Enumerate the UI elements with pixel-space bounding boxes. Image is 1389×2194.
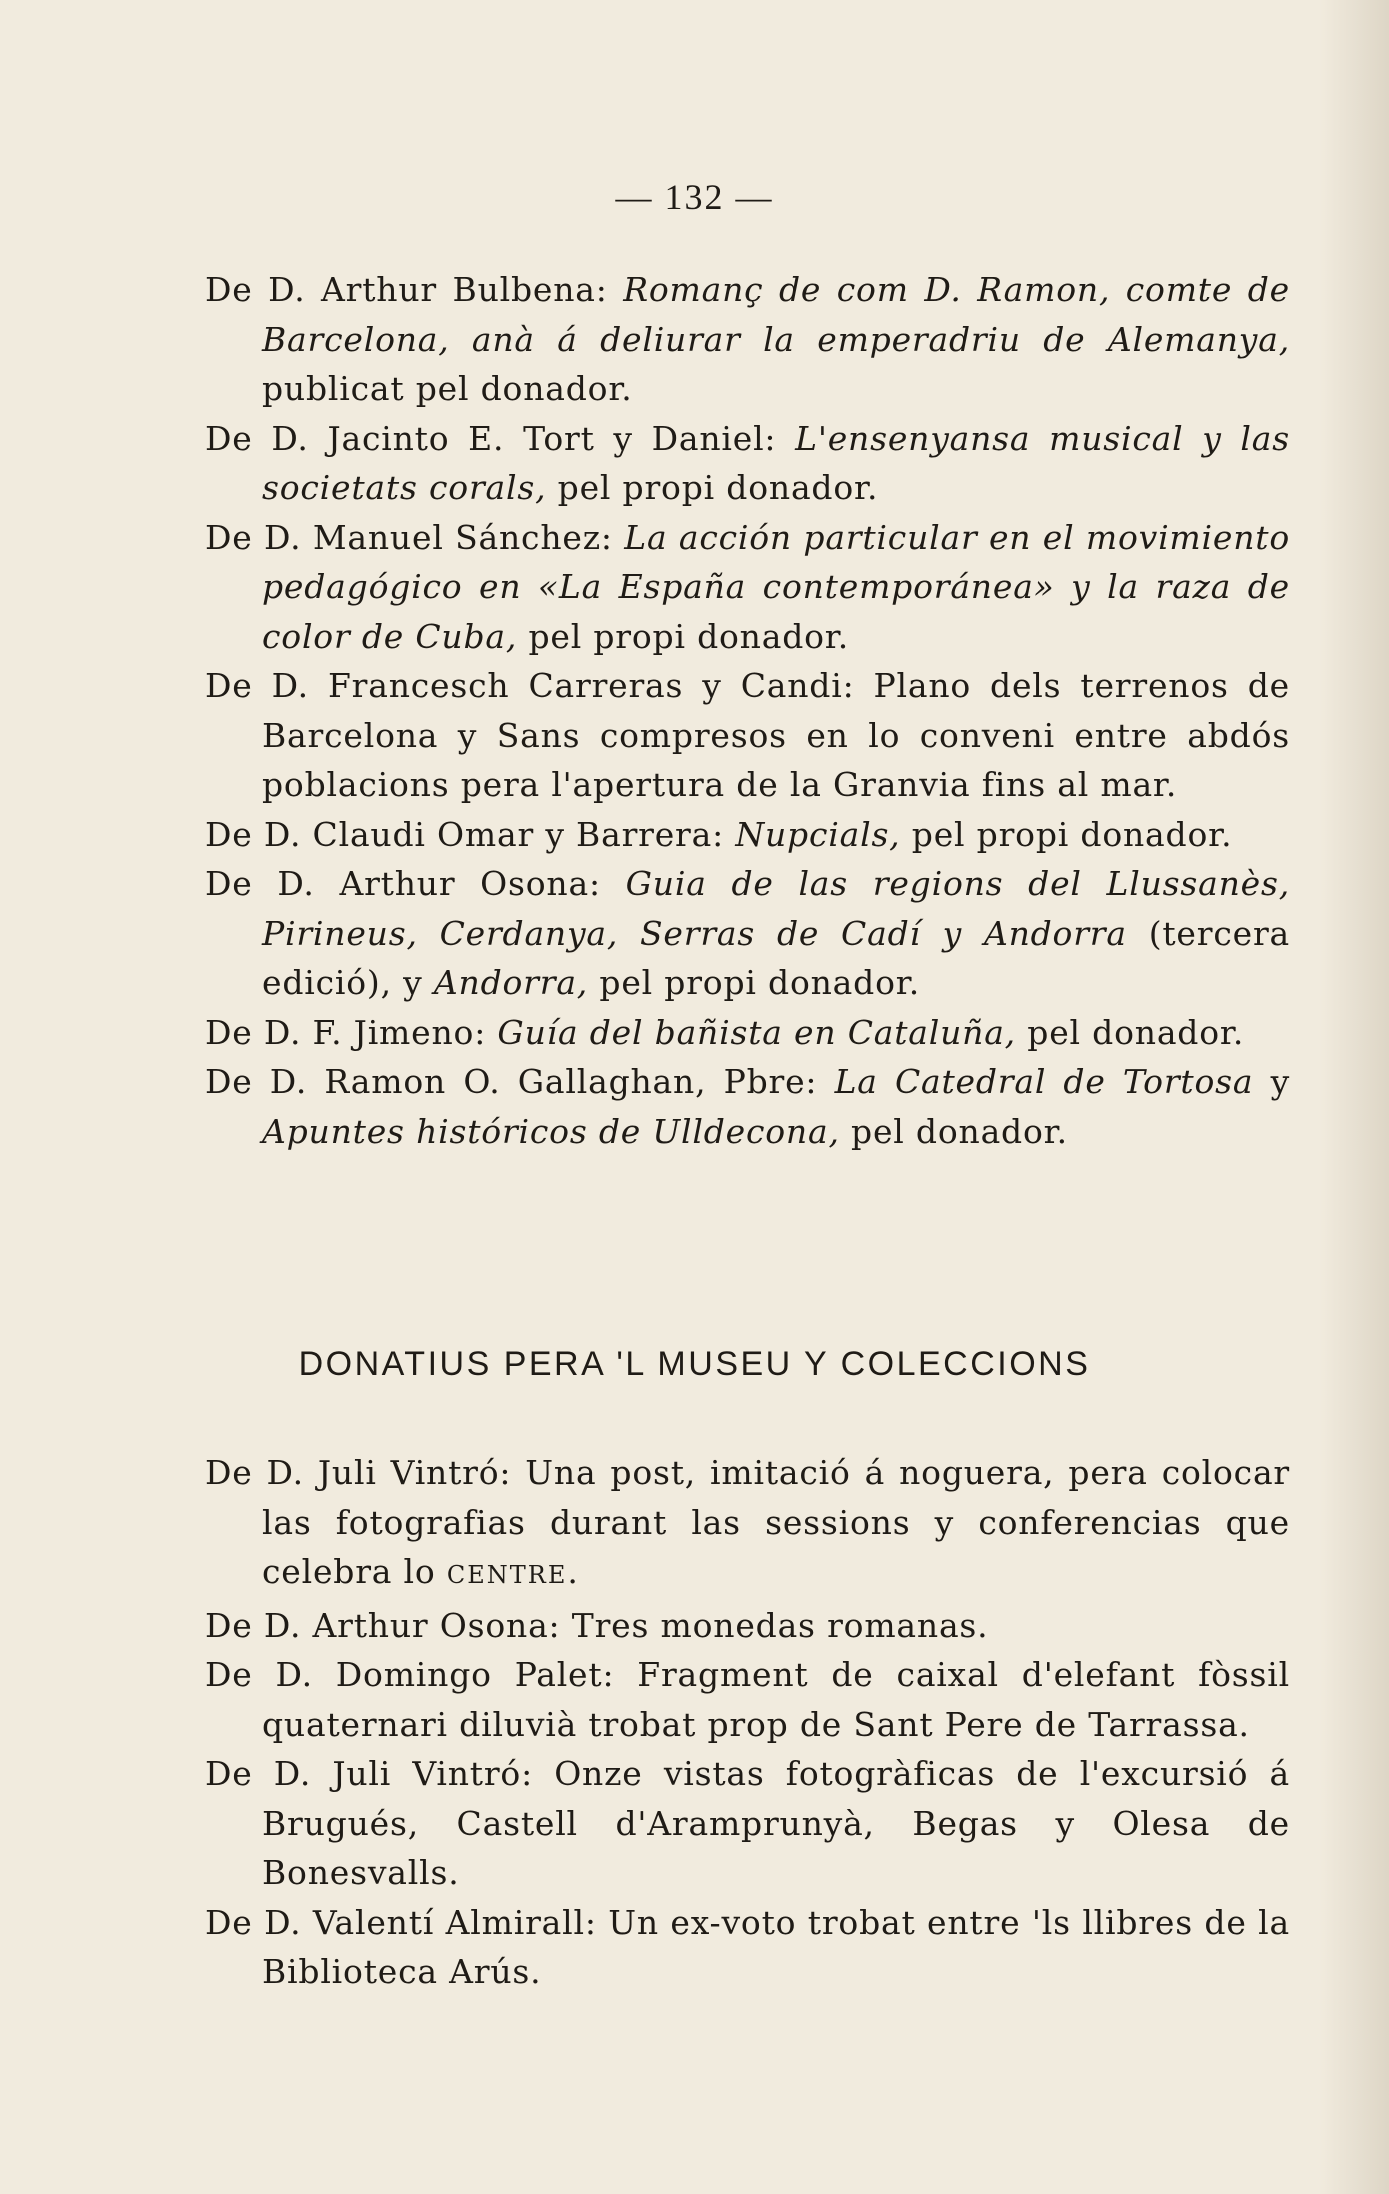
section-heading: DONATIUS PERA 'L MUSEU Y COLECCIONS bbox=[298, 1345, 1091, 1383]
donation-entry: De D. Arthur Osona: Guia de las regions del Llussanès, Pirineus, Cerdanya, Serras de Cadí y Andorra (tercera edició), y Andorra, pel propi donador. bbox=[205, 864, 1290, 1002]
donation-entry: De D. Francesch Carreras y Candi: Plano dels terrenos de Barcelona y Sans compresos en lo conveni entre abdós poblacions pera l'apertura de la Granvia fins al mar. bbox=[205, 666, 1290, 804]
donations-list-museum bbox=[205, 1448, 1290, 1997]
donation-entry: De D. Arthur Bulbena: Romanç de com D. Ramon, comte de Barcelona, anà á deliurar la emperadriu de Alemanya, publicat pel donador. bbox=[205, 270, 1290, 408]
donation-entry: De D. Juli Vintró: Onze vistas fotogràficas de l'excursió á Brugués, Castell d'Aramprunyà, Begas y Olesa de Bonesvalls. bbox=[205, 1754, 1290, 1892]
donation-entry: De D. Juli Vintró: Una post, imitació á noguera, pera colocar las fotografias durant las sessions y conferencias que celebra lo CENTRE. bbox=[205, 1453, 1290, 1591]
donation-entry: De D. Ramon O. Gallaghan, Pbre: La Catedral de Tortosa y Apuntes históricos de Ulldecona, pel donador. bbox=[205, 1062, 1291, 1151]
donations-list-books bbox=[205, 265, 1290, 1156]
donation-entry: De D. Domingo Palet: Fragment de caixal d'elefant fòssil quaternari diluvià trobat prop de Sant Pere de Tarrassa. bbox=[205, 1655, 1290, 1744]
donation-entry: De D. Valentí Almirall: Un ex-voto trobat entre 'ls llibres de la Biblioteca Arús. bbox=[205, 1902, 1290, 1991]
donation-entry: De D. F. Jimeno: Guía del bañista en Cataluña, pel donador. bbox=[205, 1012, 1245, 1052]
donation-entry: De D. Arthur Osona: Tres monedas romanas. bbox=[205, 1605, 989, 1645]
donation-entry: De D. Manuel Sánchez: La acción particular en el movimiento pedagógico en «La España contemporánea» y la raza de color de Cuba, pel propi donador. bbox=[205, 517, 1290, 656]
donation-entry: De D. Jacinto E. Tort y Daniel: L'ensenyansa musical y las societats corals, pel propi donador. bbox=[205, 418, 1290, 507]
page-number: — 132 — bbox=[615, 177, 774, 217]
donation-entry: De D. Claudi Omar y Barrera: Nupcials, pel propi donador. bbox=[205, 814, 1233, 854]
page-edge-shadow bbox=[1319, 0, 1389, 2194]
